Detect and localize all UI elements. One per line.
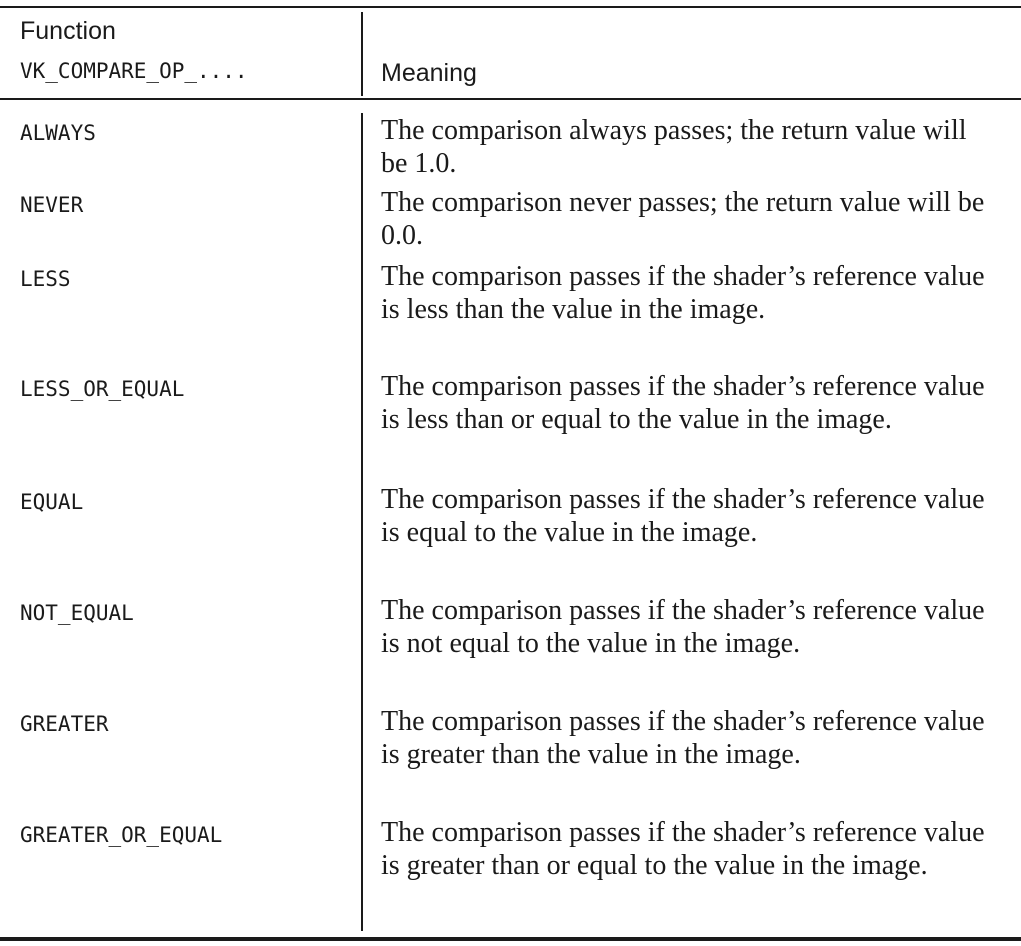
- meaning-cell: The comparison passes if the shader’s reference value is less than the value in the image.: [381, 261, 985, 325]
- meaning-cell: The comparison passes if the shader’s reference value is greater than the value in the image.: [381, 706, 985, 770]
- body-column-divider: [361, 113, 363, 931]
- meaning-cell: The comparison never passes; the return value will be 0.0.: [381, 187, 985, 251]
- function-cell: GREATER_OR_EQUAL: [20, 823, 223, 847]
- function-cell: LESS_OR_EQUAL: [20, 377, 185, 401]
- header-function-label: Function: [20, 17, 116, 45]
- meaning-cell: The comparison always passes; the return value will be 1.0.: [381, 115, 967, 179]
- meaning-cell: The comparison passes if the shader’s reference value is not equal to the value in the image.: [381, 595, 985, 659]
- table-bottom-rule: [0, 937, 1021, 941]
- header-function-prefix: VK_COMPARE_OP_....: [20, 59, 248, 83]
- function-cell: NEVER: [20, 193, 84, 217]
- function-cell: GREATER: [20, 712, 109, 736]
- function-cell: ALWAYS: [20, 121, 96, 145]
- meaning-cell: The comparison passes if the shader’s reference value is less than or equal to the value in the image.: [381, 371, 985, 435]
- function-cell: NOT_EQUAL: [20, 601, 134, 625]
- header-rule: [0, 98, 1021, 100]
- header-column-divider: [361, 12, 363, 96]
- table-top-rule: [0, 6, 1021, 8]
- meaning-cell: The comparison passes if the shader’s reference value is greater than or equal to the value in the image.: [381, 817, 985, 881]
- function-cell: LESS: [20, 267, 71, 291]
- meaning-cell: The comparison passes if the shader’s reference value is equal to the value in the image.: [381, 484, 985, 548]
- header-meaning-label: Meaning: [381, 59, 477, 87]
- function-cell: EQUAL: [20, 490, 84, 514]
